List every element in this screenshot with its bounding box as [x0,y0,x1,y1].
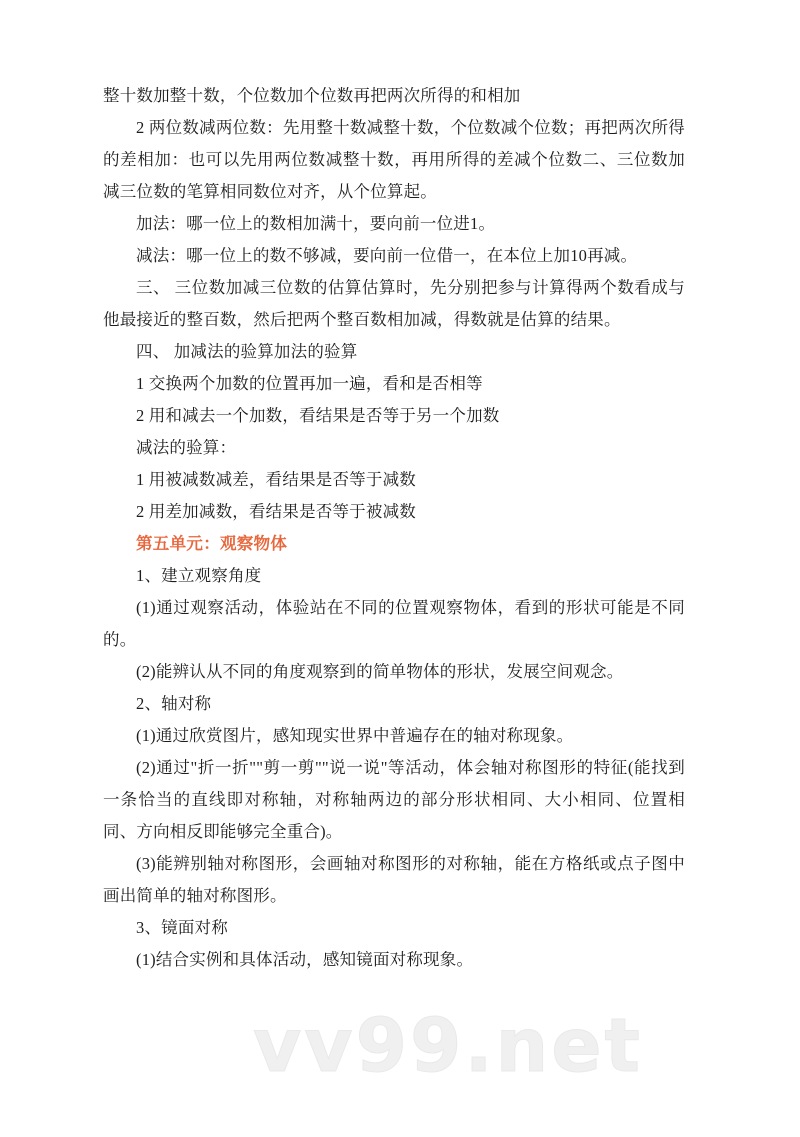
section-heading: 1、建立观察角度 [136,566,262,585]
watermark: vv99.net [253,1003,643,1089]
paragraph: (1)通过欣赏图片，感知现实世界中普遍存在的轴对称现象。 [136,726,574,745]
section-heading: 2、轴对称 [136,694,212,713]
paragraph: (1)结合实例和具体活动，感知镜面对称现象。 [136,950,474,969]
paragraph: 三、 三位数加减三位数的估算估算时，先分别把参与计算得两个数看成与他最接近的整百数，然后把两个整百数相加减，得数就是估算的结果。 [103,278,685,329]
paragraph: 2 用和减去一个加数，看结果是否等于另一个加数 [136,406,500,425]
paragraph: 2 两位数减两位数：先用整十数减整十数，个位数减个位数；再把两次所得的差相加：也可以先用两位数减整十数，再用所得的差减个位数二、三位数加减三位数的笔算相同数位对齐，从个位算起。 [103,118,685,201]
paragraph: (2)通过"折一折""剪一剪""说一说"等活动，体会轴对称图形的特征(能找到一条恰当的直线即对称轴，对称轴两边的部分形状相同、大小相同、位置相同、方向相反即能够完全重合)。 [103,758,685,841]
paragraph: 减法的验算： [136,438,237,457]
document-body [103,80,685,976]
paragraph: 1 交换两个加数的位置再加一遍，看和是否相等 [136,374,483,393]
paragraph: (3)能辨别轴对称图形，会画轴对称图形的对称轴，能在方格纸或点子图中画出简单的轴对称图形。 [103,854,685,905]
section-heading: 3、镜面对称 [136,918,228,937]
paragraph: 加法：哪一位上的数相加满十，要向前一位进1。 [136,214,496,233]
paragraph: 四、 加减法的验算加法的验算 [136,342,358,361]
paragraph: 减法：哪一位上的数不够减，要向前一位借一，在本位上加10再减。 [136,246,638,265]
paragraph: 2 用差加减数，看结果是否等于被减数 [136,502,416,521]
paragraph: (2)能辨认从不同的角度观察到的简单物体的形状，发展空间观念。 [136,662,624,681]
unit-heading: 第五单元：观察物体 [136,534,288,553]
paragraph: 1 用被减数减差，看结果是否等于减数 [136,470,416,489]
paragraph: (1)通过观察活动，体验站在不同的位置观察物体，看到的形状可能是不同的。 [103,598,685,649]
paragraph: 整十数加整十数，个位数加个位数再把两次所得的和相加 [103,86,521,105]
